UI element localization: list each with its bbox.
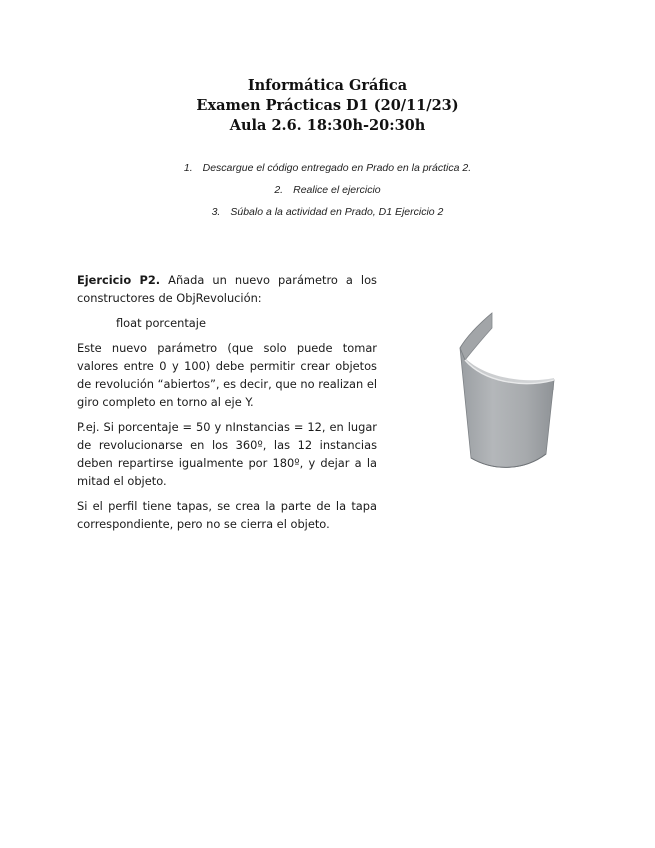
- instruction-item: 3. Súbalo a la actividad en Prado, D1 Ejercicio 2: [211, 206, 444, 218]
- exercise-statement: [77, 271, 377, 540]
- instruction-item: 2. Realice el ejercicio: [274, 184, 381, 196]
- exam-room-time: Aula 2.6. 18:30h-20:30h: [229, 117, 426, 134]
- half-cylinder-render-icon: [455, 308, 565, 478]
- exercise-example: P.ej. Si porcentaje = 50 y nInstancias = 12, en lugar de revolucionarse en los 360º, las 12 instancias deben repartirse igualmente por 180º, y dejar a la mitad el objeto.: [77, 420, 377, 488]
- instruction-item: 1. Descargue el código entregado en Prado en la práctica 2.: [183, 162, 472, 174]
- exercise-intro: Ejercicio P2. Añada un nuevo parámetro a los constructores de ObjRevolución:: [77, 273, 377, 305]
- course-title: Informática Gráfica: [247, 77, 408, 94]
- parameter-declaration: float porcentaje: [116, 316, 206, 330]
- exercise-label: Ejercicio P2.: [77, 273, 161, 287]
- exam-title: Examen Prácticas D1 (20/11/23): [196, 97, 459, 114]
- exercise-paragraph: Este nuevo parámetro (que solo puede tomar valores entre 0 y 100) debe permitir crear objetos de revolución “abiertos”, es decir, que no realizan el giro completo en torno al eje Y.: [77, 341, 377, 409]
- exam-header: [0, 76, 655, 136]
- instructions-list: [0, 160, 655, 226]
- exercise-note: Si el perfil tiene tapas, se crea la parte de la tapa correspondiente, pero no se cierra el objeto.: [77, 499, 377, 531]
